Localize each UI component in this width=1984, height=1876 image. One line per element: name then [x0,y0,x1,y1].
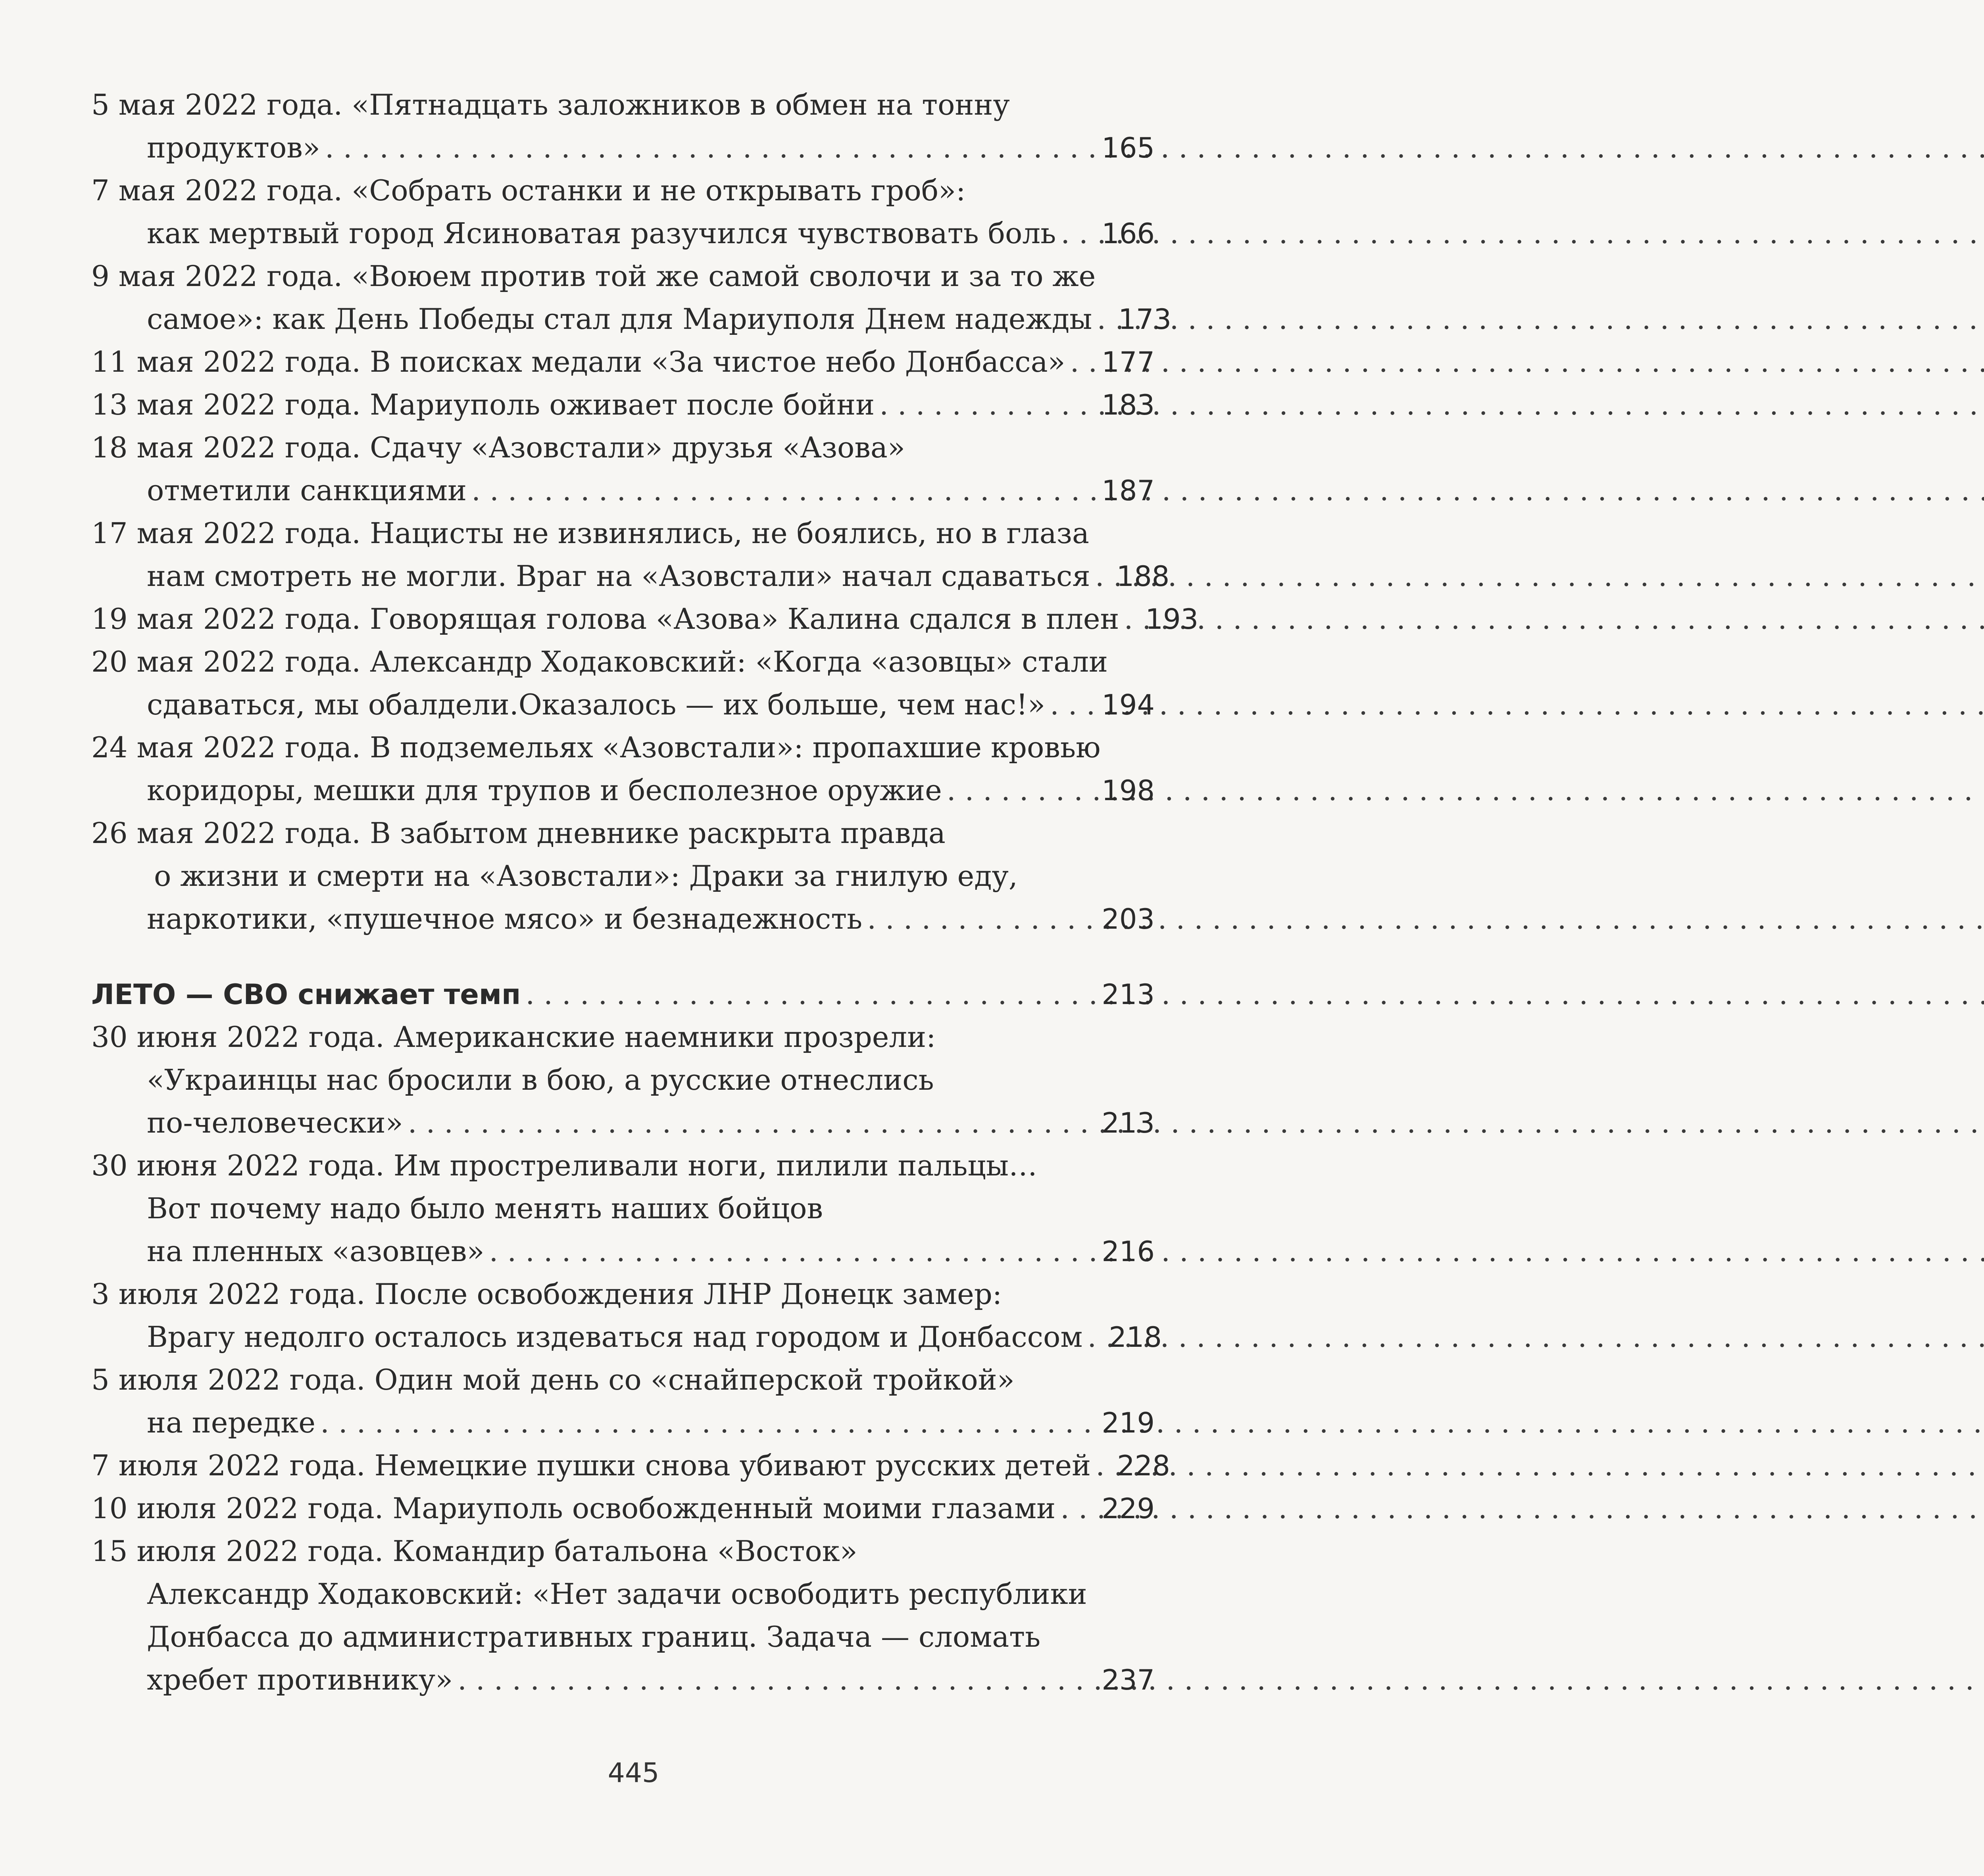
toc-line-text: 10 июля 2022 года. Мариуполь освобожденный моими глазами [91,1492,1056,1525]
toc-line [91,973,1155,1016]
toc-line-text: 19 мая 2022 года. Говорящая голова «Азова» Калина сдался в плен [91,602,1119,636]
toc-line [91,555,1170,597]
toc-line [91,1530,1155,1573]
dot-leader [1060,1487,1096,1530]
dot-leader [879,383,1096,426]
toc-line [91,469,1155,512]
toc-line-text: 18 мая 2022 года. Сдачу «Азовстали» друзья «Азова» [91,431,905,464]
toc-entry [91,169,1155,255]
toc-page-number: 188 [1116,560,1170,593]
toc-line [91,854,1155,897]
toc-line [91,212,1155,255]
toc-line [91,597,1199,640]
toc-entry [91,1273,1162,1358]
toc-entry [91,812,1155,940]
toc-line [91,726,1155,769]
toc-line-text: нам смотреть не могли. Враг на «Азовстали» начал сдаваться [147,559,1090,593]
toc-line [91,812,1155,854]
toc-page-number: 228 [1117,1450,1170,1482]
toc-page-number: 166 [1102,217,1155,250]
dot-leader [489,1230,1096,1273]
toc-line-text: наркотики, «пушечное мясо» и безнадежность [147,902,863,935]
toc-line-text: по-человечески» [147,1106,403,1139]
toc-line-text: на передке [147,1406,316,1439]
toc-page-number: 165 [1102,132,1155,164]
toc-line-text: 7 июля 2022 года. Немецкие пушки снова убивают русских детей [91,1449,1091,1482]
toc-entry [91,726,1155,812]
toc-line-text: 15 июля 2022 года. Командир батальона «Восток» [91,1534,857,1568]
toc-page-number: 177 [1102,346,1155,378]
toc-line [91,1401,1155,1444]
toc-page-number: 219 [1102,1407,1155,1439]
toc-line [91,255,1155,298]
toc-line-text: ЛЕТО — СВО снижает темп [91,978,521,1011]
toc-line-text: 3 июля 2022 года. После освобождения ЛНР Донецк замер: [91,1277,1002,1311]
toc-line-text: «Украинцы нас бросили в бою, а русские отнеслись [147,1063,934,1096]
toc-line-text: 26 мая 2022 года. В забытом дневнике раскрыта правда [91,816,946,850]
dot-leader [1087,1315,1103,1358]
toc-entry [91,1016,1155,1144]
dot-leader [408,1101,1096,1144]
toc-entry [91,597,1199,640]
toc-line [91,1230,1155,1273]
toc-line [91,1573,1155,1615]
toc-line-text: 30 июня 2022 года. Американские наемники прозрели: [91,1020,936,1054]
dot-leader [1061,212,1096,255]
toc-line-text: сдаваться, мы обалдели.Оказалось — их больше, чем нас!» [147,688,1045,721]
toc-line [91,1444,1170,1487]
toc-line [91,340,1155,383]
toc-page-number: 193 [1145,603,1199,636]
toc-page-number: 213 [1102,978,1155,1011]
toc-line-text: 5 мая 2022 года. «Пятнадцать заложников в обмен на тонну [91,88,1010,121]
dot-leader [458,1658,1096,1701]
toc-line-text: 24 мая 2022 года. В подземельях «Азовстали»: пропахшие кровью [91,731,1101,764]
toc-line-text: продуктов» [147,131,320,164]
toc-page-number: 218 [1109,1321,1162,1354]
toc-line-text: 17 мая 2022 года. Нацисты не извинялись, не боялись, но в глаза [91,517,1089,550]
toc-line [91,512,1155,555]
toc-line-text: на пленных «азовцев» [147,1235,484,1268]
toc-line [91,1101,1155,1144]
toc-line-text: самое»: как День Победы стал для Мариуполя Днем надежды [147,302,1092,336]
toc-line-text: 9 мая 2022 года. «Воюем против той же самой сволочи и за то же [91,259,1096,293]
toc-entry [91,640,1155,726]
toc-line-text: 7 мая 2022 года. «Собрать останки и не открывать гроб»: [91,174,966,207]
toc-page-number: 198 [1102,774,1155,807]
toc-line-text: отметили санкциями [147,474,467,507]
dot-leader [471,469,1096,512]
toc-page-number: 203 [1102,903,1155,935]
toc-line [91,83,1155,126]
toc-line [91,769,1155,812]
dot-leader [325,126,1096,169]
toc-line [91,1273,1155,1315]
toc-line [91,1487,1155,1530]
toc-line-text: Вот почему надо было менять наших бойцов [147,1192,823,1225]
toc-line [91,383,1155,426]
toc-line [91,640,1155,683]
dot-leader [1070,340,1096,383]
toc-entry [91,340,1155,383]
toc-page-number: 173 [1118,303,1171,336]
toc-line [91,1144,1155,1187]
toc-line [91,1058,1155,1101]
toc-line-text: 30 июня 2022 года. Им простреливали ноги, пилили пальцы… [91,1149,1038,1182]
toc-line [91,169,1155,212]
toc-line-text: о жизни и смерти на «Азовстали»: Драки за гнилую еду, [154,859,1018,893]
toc-line [91,298,1171,340]
section-gap [91,940,1155,973]
dot-leader [867,897,1096,940]
toc-entry [91,1144,1155,1273]
toc-entry [91,1530,1155,1701]
table-of-contents [91,83,1199,1701]
dot-leader [1097,298,1113,340]
toc-line [91,897,1155,940]
toc-line [91,1615,1155,1658]
toc-line [91,1315,1162,1358]
toc-page-number: 216 [1102,1235,1155,1268]
toc-line-text: 5 июля 2022 года. Один мой день со «снайперской тройкой» [91,1363,1015,1396]
toc-entry [91,1358,1155,1444]
toc-line-text: как мертвый город Ясиноватая разучился чувствовать боль [147,217,1056,250]
toc-line [91,1658,1155,1701]
dot-leader [1096,1444,1111,1487]
toc-page-number: 213 [1102,1107,1155,1139]
toc-line-text: коридоры, мешки для трупов и бесполезное оружие [147,774,942,807]
toc-line-text: Врагу недолго осталось издеваться над городом и Донбассом [147,1320,1083,1354]
dot-leader [320,1401,1096,1444]
dot-leader [1050,683,1096,726]
toc-entry [91,512,1170,597]
dot-leader [947,769,1096,812]
toc-line [91,426,1155,469]
dot-leader [1124,597,1140,640]
toc-section-heading [91,973,1155,1016]
toc-line-text: Александр Ходаковский: «Нет задачи освободить республики [147,1577,1087,1611]
toc-page-number: 183 [1102,389,1155,421]
page-number: 445 [608,1757,659,1789]
toc-line [91,683,1155,726]
toc-line-text: 13 мая 2022 года. Мариуполь оживает после бойни [91,388,875,421]
dot-leader [525,973,1096,1016]
toc-entry [91,1487,1155,1530]
toc-line-text: Донбасса до административных границ. Задача — сломать [147,1620,1041,1653]
toc-entry [91,383,1155,426]
toc-page-number: 229 [1102,1492,1155,1525]
toc-entry [91,1444,1170,1487]
toc-entry [91,426,1155,512]
toc-entry [91,83,1155,169]
toc-line-text: 11 мая 2022 года. В поисках медали «За чистое небо Донбасса» [91,345,1065,378]
toc-page-number: 194 [1102,689,1155,721]
toc-line [91,1358,1155,1401]
toc-line-text: 20 мая 2022 года. Александр Ходаковский: «Когда «азовцы» стали [91,645,1108,678]
toc-entry [91,255,1171,340]
toc-page-number: 187 [1102,474,1155,507]
toc-line [91,1016,1155,1058]
toc-page-number: 237 [1102,1664,1155,1696]
toc-line [91,126,1155,169]
dot-leader [1095,555,1111,597]
toc-line [91,1187,1155,1230]
toc-line-text: хребет противнику» [147,1663,453,1696]
